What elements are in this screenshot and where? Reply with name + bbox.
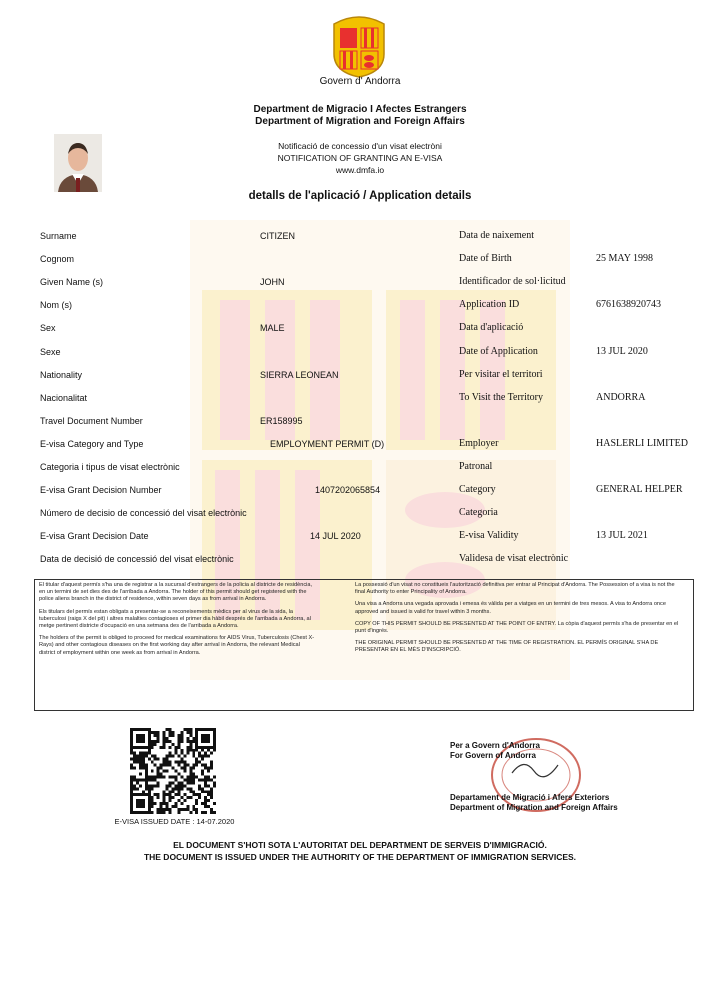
detail-label: E-visa Grant Decision Date: [40, 531, 149, 542]
footer-english: THE DOCUMENT IS ISSUED UNDER THE AUTHORITY OF THE DEPARTMENT OF IMMIGRATION SERVICES.: [143, 852, 577, 862]
detail-label: Sexe: [40, 346, 61, 357]
detail-label: Category: [459, 484, 496, 496]
detail-label: Identificador de sol·licitud: [459, 276, 566, 288]
detail-label: To Visit the Territory: [459, 391, 544, 403]
detail-label: Per visitar el territori: [459, 368, 543, 380]
department-catalan: Department de Migracio I Afectes Estrangers: [253, 104, 467, 115]
signature-line: Department of Migration and Foreign Affairs: [450, 803, 618, 812]
footer-catalan: EL DOCUMENT S'HOTI SOTA L'AUTORITAT DEL DEPARTMENT DE SERVEIS D'IMMIGRACIÓ.: [173, 840, 547, 850]
detail-label: E-visa Validity: [459, 530, 519, 542]
detail-label: Nationality: [40, 369, 83, 380]
qr-code: [128, 728, 218, 814]
detail-label: E-visa Category and Type: [40, 438, 144, 449]
detail-label: E-visa Grant Decision Number: [40, 485, 162, 496]
applicant-photo: [54, 134, 102, 192]
signature-block: [450, 741, 618, 813]
notification-catalan: Notificació de concessio d'un visat electròni: [278, 141, 442, 151]
notice-paragraph: El titular d'aquest permís s'ha una de registrar a la sucursal d'estrangers de la policia al districte de residència, en un termini de set dies des de l'arribada a Andorra. The holder of this permit should get registered with the police aliens branch in the district of residence, within seven days as from arrival in Andorra.: [39, 582, 313, 603]
notice-left-column: [39, 582, 317, 662]
detail-label: Employer: [459, 437, 499, 449]
detail-label: Surname: [40, 231, 77, 241]
notice-box: [34, 579, 694, 711]
detail-label: Sex: [40, 323, 56, 334]
detail-value: 6761638920743: [596, 299, 661, 311]
notice-right-column: [355, 582, 685, 660]
section-title: detalls de l'aplicació / Application details: [248, 190, 472, 202]
detail-label: Nom (s): [40, 300, 72, 311]
detail-label: Data de naixement: [459, 230, 534, 241]
notice-paragraph: COPY OF THIS PERMIT SHOULD BE PRESENTED AT THE POINT OF ENTRY. La còpia d'aquest permís s'ha de presentar en el punt d'ingrés.: [355, 620, 679, 635]
detail-label: Categoria: [459, 507, 498, 519]
notice-paragraph: Els titulars del permís estan obligats a presentar-se a reconeixements mèdics per al virus de la sida, la tuberculosi (raigs X del pit) i altres malalties contagioses el primer dia hàbil després de l'arribada a Andorra, al metge pertinent districte d'ocupació en una setmana des de l'arribada a Andorra.: [39, 608, 311, 630]
detail-value: MALE: [260, 323, 285, 334]
notice-paragraph: Una visa a Andorra una vegada aprovada i emesa és vàlida per a viatges en un termini de tres mesos. A visa to Andorra once approved and issued is valid for travel within 3 months.: [355, 601, 666, 615]
detail-label: Data d'aplicació: [459, 322, 524, 334]
signature-line: For Govern of Andorra: [450, 751, 536, 760]
detail-label: Date of Birth: [459, 253, 512, 265]
detail-value: 13 JUL 2021: [596, 530, 648, 542]
detail-value: ANDORRA: [596, 391, 646, 403]
detail-value: HASLERLI LIMITED: [596, 437, 688, 449]
detail-value: 13 JUL 2020: [596, 345, 648, 357]
qr-caption: E-VISA ISSUED DATE : 14-07.2020: [114, 817, 235, 826]
detail-label: Application ID: [459, 299, 520, 311]
detail-value: 25 MAY 1998: [596, 253, 654, 265]
detail-label: Categoria i tipus de visat electrònic: [40, 462, 180, 472]
notice-paragraph: The holders of the permit is obliged to proceed for medical examinations for AIDS Virus, Tuberculosis (Chest X-Rays) and other contagious diseases on the first working day after arrival in Andorra, the relevant Medical district of employment within one week as from arrival in Andorra.: [39, 635, 315, 656]
detail-value: CITIZEN: [260, 231, 295, 241]
detail-label: Patronal: [459, 461, 493, 472]
signature-line: Per a Govern d'Andorra: [450, 741, 540, 750]
government-name: Govern d' Andorra: [319, 76, 401, 87]
department-english: Department of Migration and Foreign Affairs: [255, 116, 465, 127]
website: www.dmfa.io: [335, 165, 385, 175]
detail-value: SIERRA LEONEAN: [260, 369, 339, 380]
signature-line: Departament de Migració i Afers Exteriors: [450, 793, 610, 802]
detail-label: Given Name (s): [40, 277, 104, 288]
detail-label: Número de decisio de concessió del visat electrònic: [40, 508, 247, 519]
detail-label: Data de decisió de concessió del visat electrònic: [40, 554, 234, 565]
detail-value: JOHN: [260, 277, 285, 288]
detail-label: Nacionalitat: [40, 392, 88, 403]
notice-paragraph: La possessió d'un visat no constitueix l'autorització definitiva per entrar al Principat d'Andorra. The Possession of a visa is not the final Authority to enter Principality of Andorra.: [355, 582, 675, 596]
detail-value: ER158995: [260, 415, 303, 426]
detail-value: EMPLOYMENT PERMIT (D): [270, 438, 385, 449]
notice-paragraph: THE ORIGINAL PERMIT SHOULD BE PRESENTED AT THE TIME OF REGISTRATION. EL PERMÍS ORIGINAL S'HA DE PRESENTAR EN EL MÉS D'INSCRIPCIÓ.: [355, 640, 659, 654]
detail-label: Date of Application: [459, 345, 538, 357]
detail-value: 1407202065854: [315, 485, 381, 496]
detail-value: 14 JUL 2020: [310, 531, 361, 542]
detail-label: Travel Document Number: [40, 415, 143, 426]
detail-value: GENERAL HELPER: [596, 484, 683, 496]
notification-english: NOTIFICATION OF GRANTING AN E-VISA: [277, 153, 443, 163]
andorra-crest-icon: [330, 14, 388, 78]
detail-label: Validesa de visat electrònic: [459, 553, 569, 565]
detail-label: Cognom: [40, 254, 75, 265]
